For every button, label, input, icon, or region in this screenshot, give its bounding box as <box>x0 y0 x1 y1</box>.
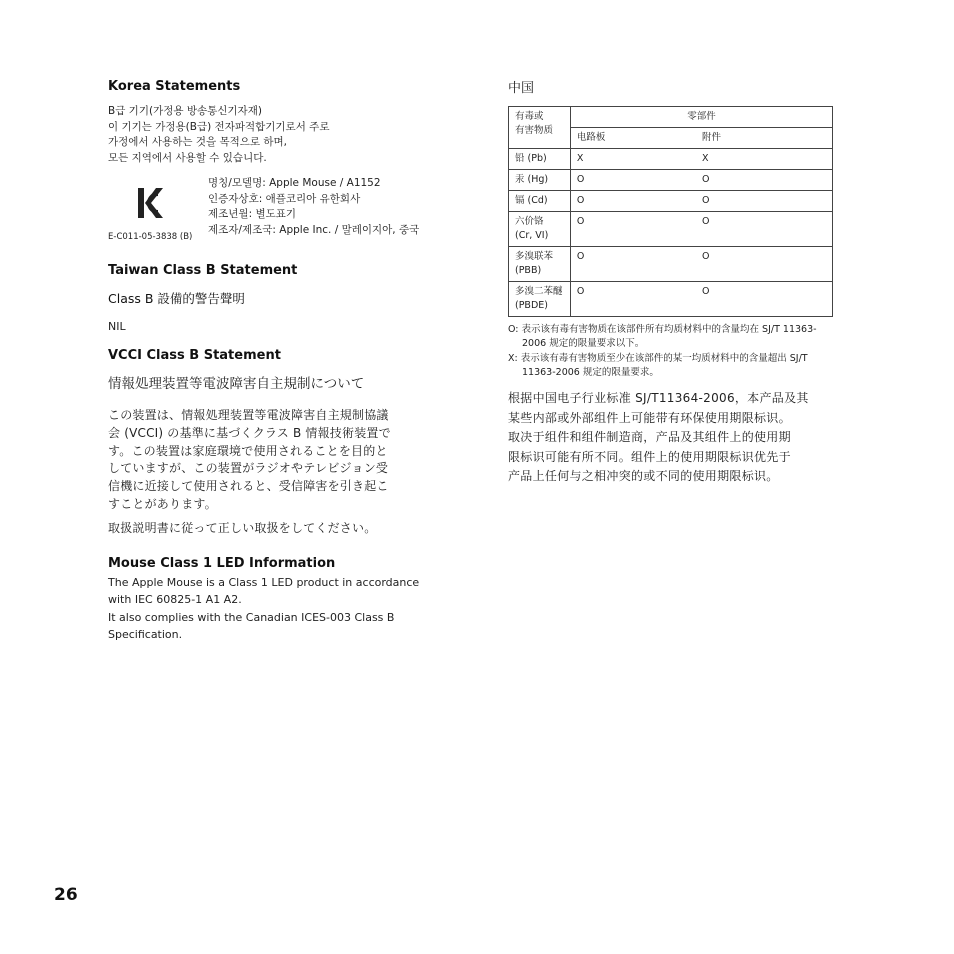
korea-info-line: 인증자상호: 애플코리아 유한회사 <box>208 192 361 205</box>
taiwan-subheading: Class B 設備的警告聲明 <box>108 291 245 306</box>
vcci-line: 信機に近接して使用されると、受信障害を引き起こ <box>108 479 389 494</box>
vcci-line: この装置は、情報処理装置等電波障害自主規制協議 <box>108 408 389 422</box>
hazardous-substances-table <box>508 106 833 317</box>
china-heading: 中国 <box>508 81 535 96</box>
left-column <box>108 78 448 644</box>
right-column <box>508 80 838 487</box>
table-group-header: 零部件 <box>570 107 832 128</box>
table-corner-header <box>509 107 571 149</box>
china-paragraph-line: 根据中国电子行业标准 SJ/T11364-2006，本产品及其 <box>508 391 809 405</box>
corner-line: 有毒或 <box>515 111 544 122</box>
kc-registration-code: E-C011-05-3838 (B) <box>108 232 193 242</box>
table-row <box>509 191 833 212</box>
china-paragraph-line: 产品上任何与之相冲突的或不同的使用期限标识。 <box>508 469 779 483</box>
row-label <box>509 191 571 212</box>
row-label <box>509 247 571 282</box>
table-cell: O <box>570 212 696 247</box>
table-row <box>509 212 833 247</box>
kc-logo-icon <box>136 186 166 226</box>
table-cell: O <box>570 170 696 191</box>
korea-section <box>108 78 448 242</box>
table-cell: O <box>696 247 833 282</box>
table-note: O: 表示该有毒有害物质在该部件所有均质材料中的含量均在 SJ/T 11363-2006 规定的限量要求以下。 <box>508 324 817 349</box>
korea-statement <box>108 104 448 166</box>
mouse-heading: Mouse Class 1 LED Information <box>108 555 336 571</box>
korea-line: 이 기기는 가정용(B급) 전자파적합기기로서 주로 <box>108 120 330 133</box>
vcci-line: すことがあります。 <box>108 496 217 511</box>
mouse-section <box>108 555 448 644</box>
row-label-line: (Cr, VI) <box>515 230 549 241</box>
china-paragraph <box>508 389 838 487</box>
table-notes <box>508 323 838 379</box>
table-row <box>509 282 833 317</box>
korea-line: 가정에서 사용하는 것을 목적으로 하며, <box>108 136 287 148</box>
korea-product-info <box>208 176 419 242</box>
vcci-title: 情報処理装置等電波障害自主規制について <box>108 375 365 392</box>
taiwan-body: NIL <box>108 319 126 333</box>
table-cell: O <box>696 282 833 317</box>
korea-certification <box>108 176 448 242</box>
mouse-body <box>108 574 448 644</box>
vcci-note: 取扱説明書に従って正しい取扱をしてください。 <box>108 520 377 535</box>
vcci-heading: VCCI Class B Statement <box>108 347 281 363</box>
mouse-line: Specification. <box>108 628 183 642</box>
row-label <box>509 170 571 191</box>
table-header-row <box>509 107 833 128</box>
korea-line: 모든 지역에서 사용할 수 있습니다. <box>108 151 267 164</box>
mouse-line: It also complies with the Canadian ICES-003 Class B <box>108 610 395 624</box>
vcci-line: 会 (VCCI) の基準に基づくクラス B 情報技術装置で <box>108 425 391 440</box>
mouse-line: The Apple Mouse is a Class 1 LED product in accordance <box>108 575 420 589</box>
row-label-line: 镉 (Cd) <box>515 195 548 206</box>
page-number: 26 <box>54 885 78 905</box>
vcci-section <box>108 347 448 538</box>
row-label <box>509 282 571 317</box>
table-row <box>509 170 833 191</box>
korea-info-line: 명칭/모델명: Apple Mouse / A1152 <box>208 177 381 189</box>
table-cell: O <box>570 282 696 317</box>
row-label-line: 多溴二苯醚 <box>515 286 563 297</box>
vcci-body <box>108 407 448 514</box>
col-header-accessory: 附件 <box>696 128 833 149</box>
table-cell: X <box>570 149 696 170</box>
china-paragraph-line: 某些内部或外部组件上可能带有环保使用期限标识。 <box>508 410 791 425</box>
korea-heading: Korea Statements <box>108 79 241 94</box>
korea-line: B급 기기(가정용 방송통신기자재) <box>108 105 262 117</box>
row-label <box>509 212 571 247</box>
col-header-circuit-board: 电路板 <box>570 128 696 149</box>
table-row <box>509 247 833 282</box>
row-label-line: 铅 (Pb) <box>515 153 547 164</box>
row-label-line: 多溴联苯 <box>515 251 554 262</box>
vcci-line: す。この装置は家庭環境で使用されることを目的と <box>108 443 388 458</box>
corner-line: 有害物质 <box>515 125 554 136</box>
taiwan-heading: Taiwan Class B Statement <box>108 263 298 278</box>
table-cell: O <box>570 247 696 282</box>
table-note: X: 表示该有毒有害物质至少在该部件的某一均质材料中的含量超出 SJ/T 11363-2006 规定的限量要求。 <box>508 353 808 378</box>
table-cell: O <box>696 170 833 191</box>
table-row <box>509 149 833 170</box>
korea-info-line: 제조년월: 별도표기 <box>208 208 297 220</box>
kc-mark-group <box>108 176 206 242</box>
vcci-line: していますが、この装置がラジオやテレビジョン受 <box>108 461 389 476</box>
row-label-line: 六价铬 <box>515 216 544 227</box>
row-label-line: (PBB) <box>515 265 542 276</box>
row-label <box>509 149 571 170</box>
row-label-line: 汞 (Hg) <box>515 174 549 185</box>
taiwan-section <box>108 262 448 333</box>
table-cell: X <box>696 149 833 170</box>
table-cell: O <box>696 212 833 247</box>
korea-info-line: 제조자/제조국: Apple Inc. / 말레이지아, 중국 <box>208 223 420 236</box>
china-paragraph-line: 取决于组件和组件制造商，产品及其组件上的使用期 <box>508 430 791 444</box>
china-paragraph-line: 限标识可能有所不同。组件上的使用期限标识优先于 <box>508 449 791 464</box>
table-cell: O <box>570 191 696 212</box>
table-cell: O <box>696 191 833 212</box>
row-label-line: (PBDE) <box>515 300 548 311</box>
mouse-line: with IEC 60825-1 A1 A2. <box>108 593 242 607</box>
